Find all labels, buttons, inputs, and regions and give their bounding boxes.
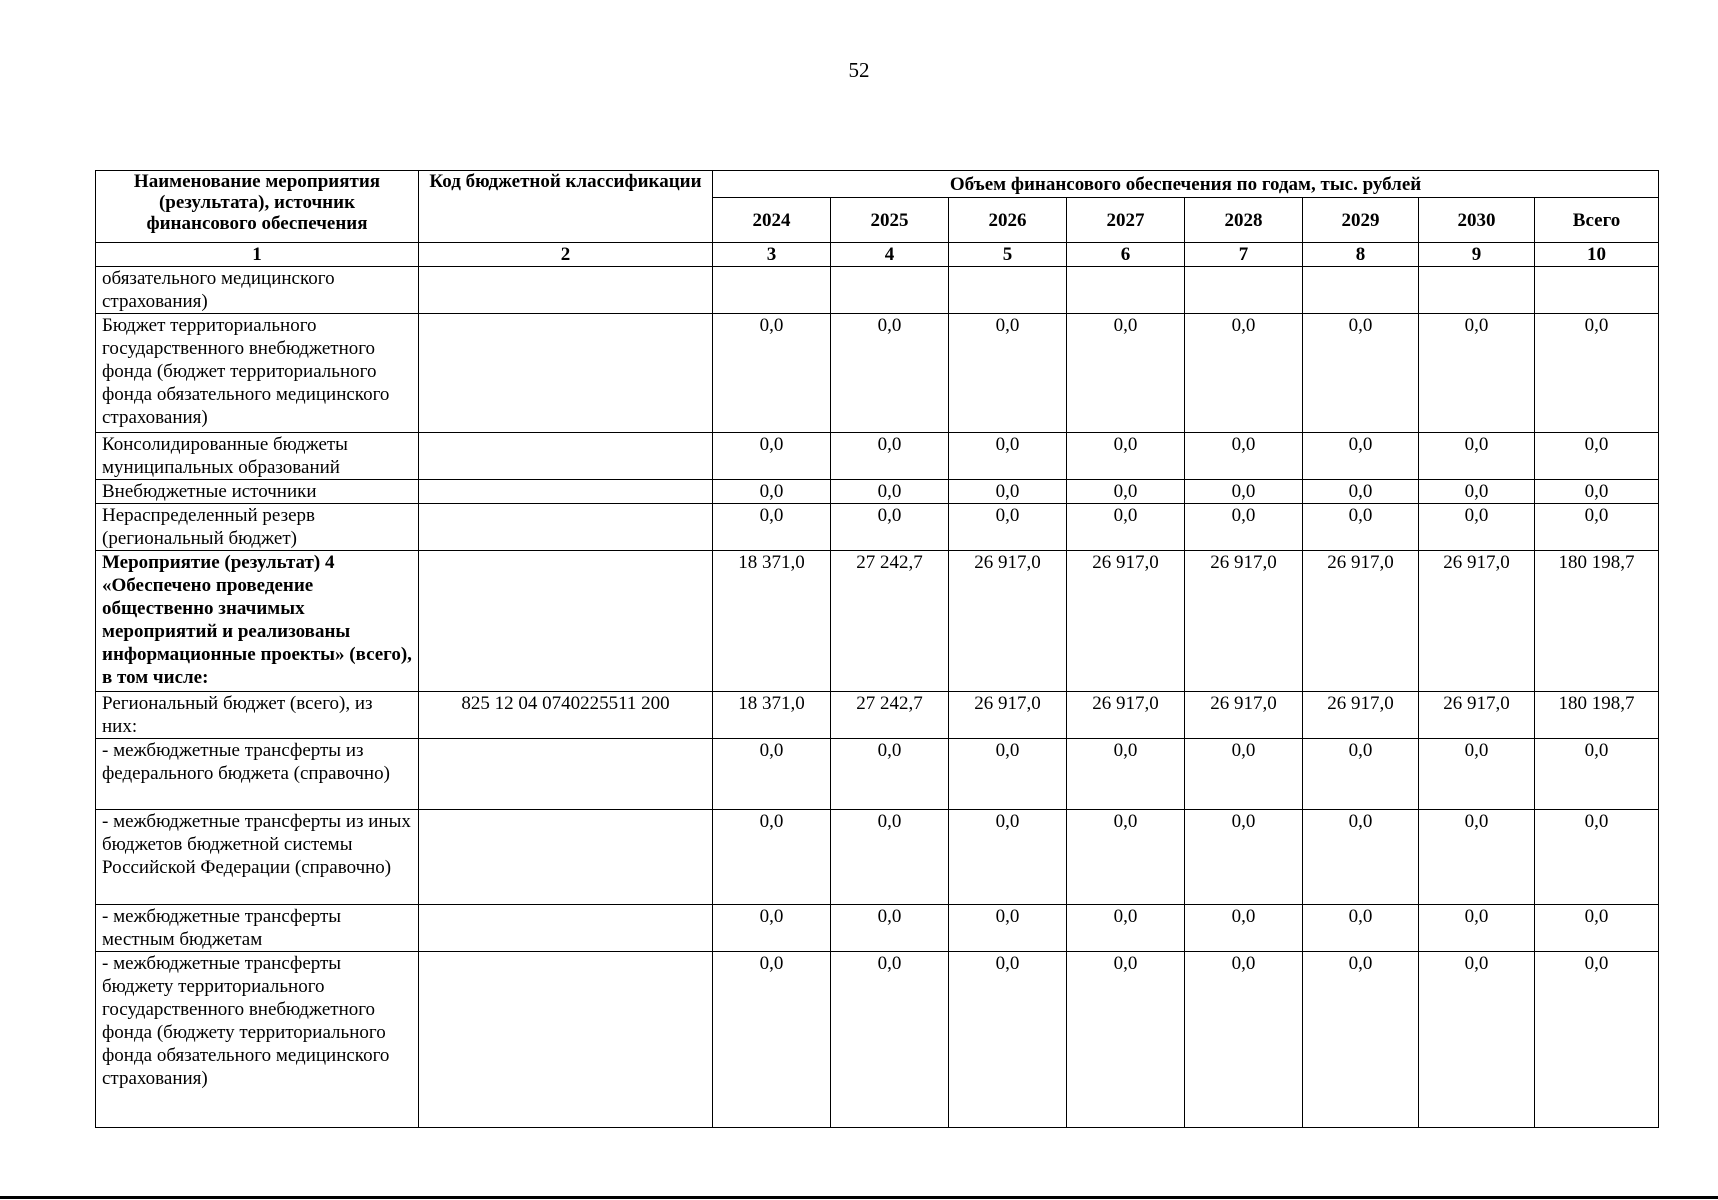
header-code-column: Код бюджетной классификации: [419, 171, 713, 243]
table-body: [96, 267, 1659, 1128]
row-total-value: [1535, 267, 1659, 314]
row-year-value: 26 917,0: [1303, 551, 1419, 692]
row-year-value: [1419, 267, 1535, 314]
row-name: - межбюджетные трансферты бюджету территориального государственного внебюджетного фонда (бюджету территориального фонда обязательного медицинского страхования): [96, 952, 419, 1128]
column-number: 7: [1185, 243, 1303, 267]
table-row: [96, 551, 1659, 692]
table-row: [96, 692, 1659, 739]
table-row: [96, 504, 1659, 551]
row-year-value: 18 371,0: [713, 551, 831, 692]
row-year-value: 0,0: [1185, 905, 1303, 952]
table-row: [96, 480, 1659, 504]
header-name-column: Наименование мероприятия (результата), источник финансового обеспечения: [96, 171, 419, 243]
header-volume-column: Объем финансового обеспечения по годам, тыс. рублей: [713, 171, 1659, 198]
header-year: 2029: [1303, 198, 1419, 243]
row-year-value: [1067, 267, 1185, 314]
row-year-value: 0,0: [949, 314, 1067, 433]
row-name: Мероприятие (результат) 4 «Обеспечено проведение общественно значимых мероприятий и реализованы информационные проекты» (всего), в том числе:: [96, 551, 419, 692]
row-year-value: 0,0: [831, 810, 949, 905]
table-row: [96, 952, 1659, 1128]
column-number: 3: [713, 243, 831, 267]
row-name: Региональный бюджет (всего), из них:: [96, 692, 419, 739]
row-total-value: 0,0: [1535, 810, 1659, 905]
header-year: 2030: [1419, 198, 1535, 243]
header-year: 2025: [831, 198, 949, 243]
row-year-value: 0,0: [1303, 810, 1419, 905]
row-code: [419, 739, 713, 810]
table-row: [96, 433, 1659, 480]
row-year-value: 0,0: [949, 905, 1067, 952]
row-year-value: 0,0: [1185, 480, 1303, 504]
row-year-value: 0,0: [949, 810, 1067, 905]
table-row: [96, 905, 1659, 952]
row-code: [419, 314, 713, 433]
row-year-value: [831, 267, 949, 314]
row-total-value: 0,0: [1535, 739, 1659, 810]
column-number: 8: [1303, 243, 1419, 267]
row-year-value: 0,0: [1303, 480, 1419, 504]
row-year-value: 0,0: [831, 952, 949, 1128]
column-number: 4: [831, 243, 949, 267]
table-row: [96, 314, 1659, 433]
row-year-value: 0,0: [1419, 905, 1535, 952]
row-year-value: 0,0: [1185, 314, 1303, 433]
row-year-value: 0,0: [1303, 739, 1419, 810]
row-year-value: 26 917,0: [1067, 692, 1185, 739]
header-year: 2027: [1067, 198, 1185, 243]
row-year-value: 0,0: [1419, 810, 1535, 905]
row-year-value: 0,0: [713, 952, 831, 1128]
row-year-value: 0,0: [949, 433, 1067, 480]
header-year: 2028: [1185, 198, 1303, 243]
row-year-value: 27 242,7: [831, 551, 949, 692]
row-total-value: 0,0: [1535, 314, 1659, 433]
row-name: Бюджет территориального государственного внебюджетного фонда (бюджет территориального фонда обязательного медицинского страхования): [96, 314, 419, 433]
row-year-value: 0,0: [1067, 810, 1185, 905]
row-code: [419, 267, 713, 314]
row-year-value: 0,0: [1419, 480, 1535, 504]
row-total-value: 0,0: [1535, 504, 1659, 551]
column-number: 2: [419, 243, 713, 267]
row-year-value: [713, 267, 831, 314]
row-code: 825 12 04 0740225511 200: [419, 692, 713, 739]
row-year-value: 0,0: [1419, 433, 1535, 480]
row-name: - межбюджетные трансферты местным бюджетам: [96, 905, 419, 952]
row-year-value: 26 917,0: [1419, 692, 1535, 739]
bottom-rule: [0, 1196, 1718, 1199]
row-year-value: 0,0: [1185, 739, 1303, 810]
row-year-value: [949, 267, 1067, 314]
row-year-value: 0,0: [831, 314, 949, 433]
row-code: [419, 480, 713, 504]
row-total-value: 0,0: [1535, 480, 1659, 504]
row-year-value: 0,0: [713, 480, 831, 504]
row-year-value: 26 917,0: [949, 551, 1067, 692]
row-year-value: 0,0: [949, 952, 1067, 1128]
row-code: [419, 952, 713, 1128]
row-year-value: 0,0: [831, 905, 949, 952]
column-number: 10: [1535, 243, 1659, 267]
page-number: 52: [848, 58, 870, 82]
row-year-value: 0,0: [1303, 905, 1419, 952]
row-year-value: 0,0: [1067, 314, 1185, 433]
row-total-value: 0,0: [1535, 905, 1659, 952]
row-year-value: 0,0: [1185, 504, 1303, 551]
row-name: Нераспределенный резерв (региональный бюджет): [96, 504, 419, 551]
row-year-value: 18 371,0: [713, 692, 831, 739]
row-total-value: 180 198,7: [1535, 551, 1659, 692]
row-year-value: 0,0: [1185, 952, 1303, 1128]
row-year-value: 0,0: [831, 504, 949, 551]
row-code: [419, 905, 713, 952]
column-number: 9: [1419, 243, 1535, 267]
row-year-value: [1185, 267, 1303, 314]
row-year-value: 0,0: [713, 905, 831, 952]
row-year-value: 0,0: [713, 433, 831, 480]
row-year-value: 0,0: [831, 433, 949, 480]
row-year-value: 0,0: [713, 314, 831, 433]
row-year-value: 0,0: [949, 504, 1067, 551]
row-year-value: 0,0: [949, 739, 1067, 810]
row-year-value: 0,0: [1067, 433, 1185, 480]
row-code: [419, 504, 713, 551]
row-name: обязательного медицинского страхования): [96, 267, 419, 314]
row-year-value: 0,0: [1067, 739, 1185, 810]
row-year-value: 0,0: [949, 480, 1067, 504]
row-year-value: 0,0: [1185, 810, 1303, 905]
table-row: [96, 267, 1659, 314]
row-year-value: 0,0: [831, 480, 949, 504]
row-year-value: 0,0: [1067, 504, 1185, 551]
row-year-value: 0,0: [1067, 480, 1185, 504]
row-year-value: 0,0: [1419, 314, 1535, 433]
row-year-value: 0,0: [1419, 739, 1535, 810]
row-year-value: 0,0: [1419, 952, 1535, 1128]
header-total: Всего: [1535, 198, 1659, 243]
row-year-value: 26 917,0: [1419, 551, 1535, 692]
row-year-value: 0,0: [713, 504, 831, 551]
row-year-value: 0,0: [1303, 314, 1419, 433]
row-year-value: 26 917,0: [1185, 692, 1303, 739]
row-total-value: 0,0: [1535, 433, 1659, 480]
table-row: [96, 739, 1659, 810]
column-number: 5: [949, 243, 1067, 267]
row-year-value: 0,0: [713, 810, 831, 905]
row-total-value: 0,0: [1535, 952, 1659, 1128]
row-year-value: 27 242,7: [831, 692, 949, 739]
row-year-value: [1303, 267, 1419, 314]
row-year-value: 0,0: [1419, 504, 1535, 551]
row-year-value: 26 917,0: [1185, 551, 1303, 692]
table-row: [96, 810, 1659, 905]
header-year: 2024: [713, 198, 831, 243]
row-year-value: 26 917,0: [1303, 692, 1419, 739]
row-year-value: 26 917,0: [1067, 551, 1185, 692]
row-year-value: 0,0: [1067, 905, 1185, 952]
row-year-value: 0,0: [1303, 952, 1419, 1128]
row-year-value: 26 917,0: [949, 692, 1067, 739]
row-name: - межбюджетные трансферты из федерального бюджета (справочно): [96, 739, 419, 810]
row-name: Консолидированные бюджеты муниципальных образований: [96, 433, 419, 480]
row-code: [419, 433, 713, 480]
row-name: Внебюджетные источники: [96, 480, 419, 504]
row-name: - межбюджетные трансферты из иных бюджетов бюджетной системы Российской Федерации (справочно): [96, 810, 419, 905]
column-number: 1: [96, 243, 419, 267]
row-year-value: 0,0: [1303, 433, 1419, 480]
row-year-value: 0,0: [1303, 504, 1419, 551]
row-year-value: 0,0: [713, 739, 831, 810]
row-year-value: 0,0: [831, 739, 949, 810]
row-year-value: 0,0: [1067, 952, 1185, 1128]
row-code: [419, 551, 713, 692]
row-total-value: 180 198,7: [1535, 692, 1659, 739]
column-number: 6: [1067, 243, 1185, 267]
financing-table: [95, 170, 1659, 1128]
header-year: 2026: [949, 198, 1067, 243]
row-code: [419, 810, 713, 905]
row-year-value: 0,0: [1185, 433, 1303, 480]
